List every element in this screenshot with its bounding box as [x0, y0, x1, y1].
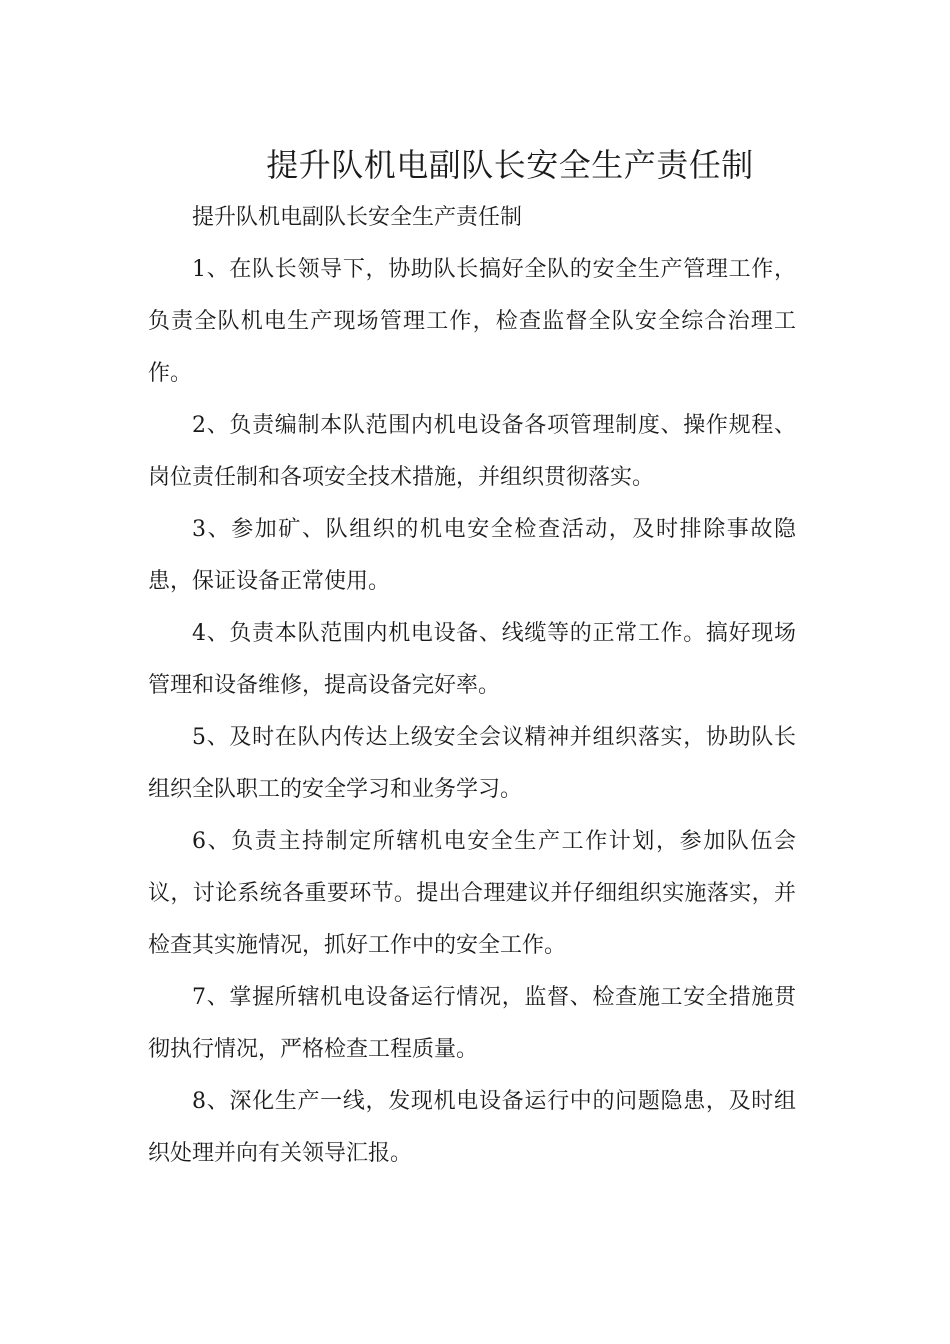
paragraph-item-3: 3、参加矿、队组织的机电安全检查活动，及时排除事故隐患，保证设备正常使用。 — [148, 517, 796, 594]
paragraph-item-7: 7、掌握所辖机电设备运行情况，监督、检查施工安全措施贯彻执行情况，严格检查工程质量。 — [148, 985, 796, 1062]
document-title: 提升队机电副队长安全生产责任制 — [266, 146, 754, 185]
paragraph-item-4: 4、负责本队范围内机电设备、线缆等的正常工作。搞好现场管理和设备维修，提高设备完好率。 — [148, 621, 796, 698]
paragraph-item-1: 1、在队长领导下，协助队长搞好全队的安全生产管理工作，负责全队机电生产现场管理工作，检查监督全队安全综合治理工作。 — [148, 257, 796, 386]
paragraph-item-2: 2、负责编制本队范围内机电设备各项管理制度、操作规程、岗位责任制和各项安全技术措施，并组织贯彻落实。 — [148, 413, 796, 490]
document-subtitle: 提升队机电副队长安全生产责任制 — [192, 205, 523, 230]
paragraph-item-6: 6、负责主持制定所辖机电安全生产工作计划，参加队伍会议，讨论系统各重要环节。提出合理建议并仔细组织实施落实，并检查其实施情况，抓好工作中的安全工作。 — [148, 829, 796, 958]
paragraph-item-8: 8、深化生产一线，发现机电设备运行中的问题隐患，及时组织处理并向有关领导汇报。 — [148, 1089, 796, 1166]
document-body — [148, 192, 796, 1180]
paragraph-item-5: 5、及时在队内传达上级安全会议精神并组织落实，协助队长组织全队职工的安全学习和业务学习。 — [148, 725, 796, 802]
